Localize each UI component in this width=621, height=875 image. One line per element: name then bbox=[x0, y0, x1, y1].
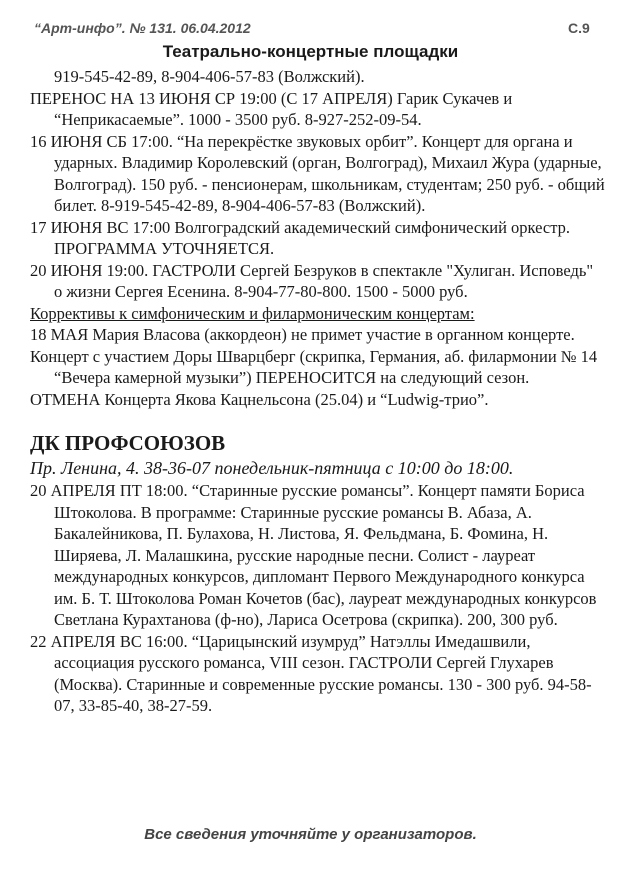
venue-address: Пр. Ленина, 4. 38-36-07 понедельник-пятница с 10:00 до 18:00. bbox=[30, 458, 514, 478]
correction-entry: Концерт с участием Доры Шварцберг (скрипка, Германия, аб. филармонии № 14 “Вечера камерной музыки”) ПЕРЕНОСИТСЯ на следующий сезон. bbox=[30, 346, 598, 387]
page-number: С.9 bbox=[568, 20, 590, 36]
event-entry: 20 ИЮНЯ 19:00. ГАСТРОЛИ Сергей Безруков в спектакле "Хулиган. Исповедь" о жизни Сергея Есенина. 8-904-77-80-800. 1500 - 5000 руб. bbox=[30, 260, 594, 301]
venue-name: ДК ПРОФСОЮЗОВ bbox=[30, 431, 226, 455]
section-title: Театрально-концертные площадки bbox=[162, 42, 459, 61]
correction-entry: 18 МАЯ Мария Власова (аккордеон) не примет участие в органном концерте. bbox=[30, 325, 575, 344]
correction-entry: ОТМЕНА Концерта Якова Кацнельсона (25.04) и “Ludwig-трио”. bbox=[30, 389, 489, 409]
event-entry: 17 ИЮНЯ ВС 17:00 Волгоградский академический симфонический оркестр. ПРОГРАММА УТОЧНЯЕТСЯ. bbox=[30, 217, 570, 258]
footer-note: Все сведения уточняйте у организаторов. bbox=[144, 826, 477, 843]
entry-continuation: 919-545-42-89, 8-904-406-57-83 (Волжский). bbox=[54, 67, 365, 86]
event-entry: 22 АПРЕЛЯ ВС 16:00. “Царицынский изумруд” Натэллы Имедашвили, ассоциация русского романса, VIII сезон. ГАСТРОЛИ Сергей Глухарев (Москва). Старинные и современные русские романсы. 130 - 300 руб. 94-58-07, 33-85-40, 38-27-59. bbox=[30, 631, 592, 715]
event-entry: 16 ИЮНЯ СБ 17:00. “На перекрёстке звуковых орбит”. Концерт для органа и ударных. Владимир Королевский (орган, Волгоград), Михаил Жура (ударные, Волгоград). 150 руб. - пенсионерам, школьникам, студентам; 250 руб. - общий билет. 8-919-545-42-89, 8-904-406-57-83 (Волжский). bbox=[30, 131, 605, 215]
page-content bbox=[30, 66, 605, 717]
issue-header: “Арт-инфо”. № 131. 06.04.2012 bbox=[34, 20, 251, 36]
corrections-heading: Коррективы к симфоническим и филармоническим концертам: bbox=[30, 303, 475, 323]
event-entry: 20 АПРЕЛЯ ПТ 18:00. “Старинные русские романсы”. Концерт памяти Бориса Штоколова. В программе: Старинные русские романсы В. Абаза, А. Бакалейникова, П. Булахова, Н. Листова, Я. Фельдмана, Б. Фомина, Н. Ширяева, Л. Малашкина, русские народные песни. Солист - лауреат международных конкурсов, дипломант Первого Международного конкурса им. Б. Т. Штоколова Роман Кочетов (бас), лауреат международных конкурсов Светлана Курахтанова (ф-но), Лариса Осетрова (скрипка). 200, 300 руб. bbox=[30, 481, 597, 629]
event-entry: ПЕРЕНОС НА 13 ИЮНЯ СР 19:00 (С 17 АПРЕЛЯ) Гарик Сукачев и “Неприкасаемые”. 1000 - 3500 руб. 8-927-252-09-54. bbox=[30, 88, 513, 129]
